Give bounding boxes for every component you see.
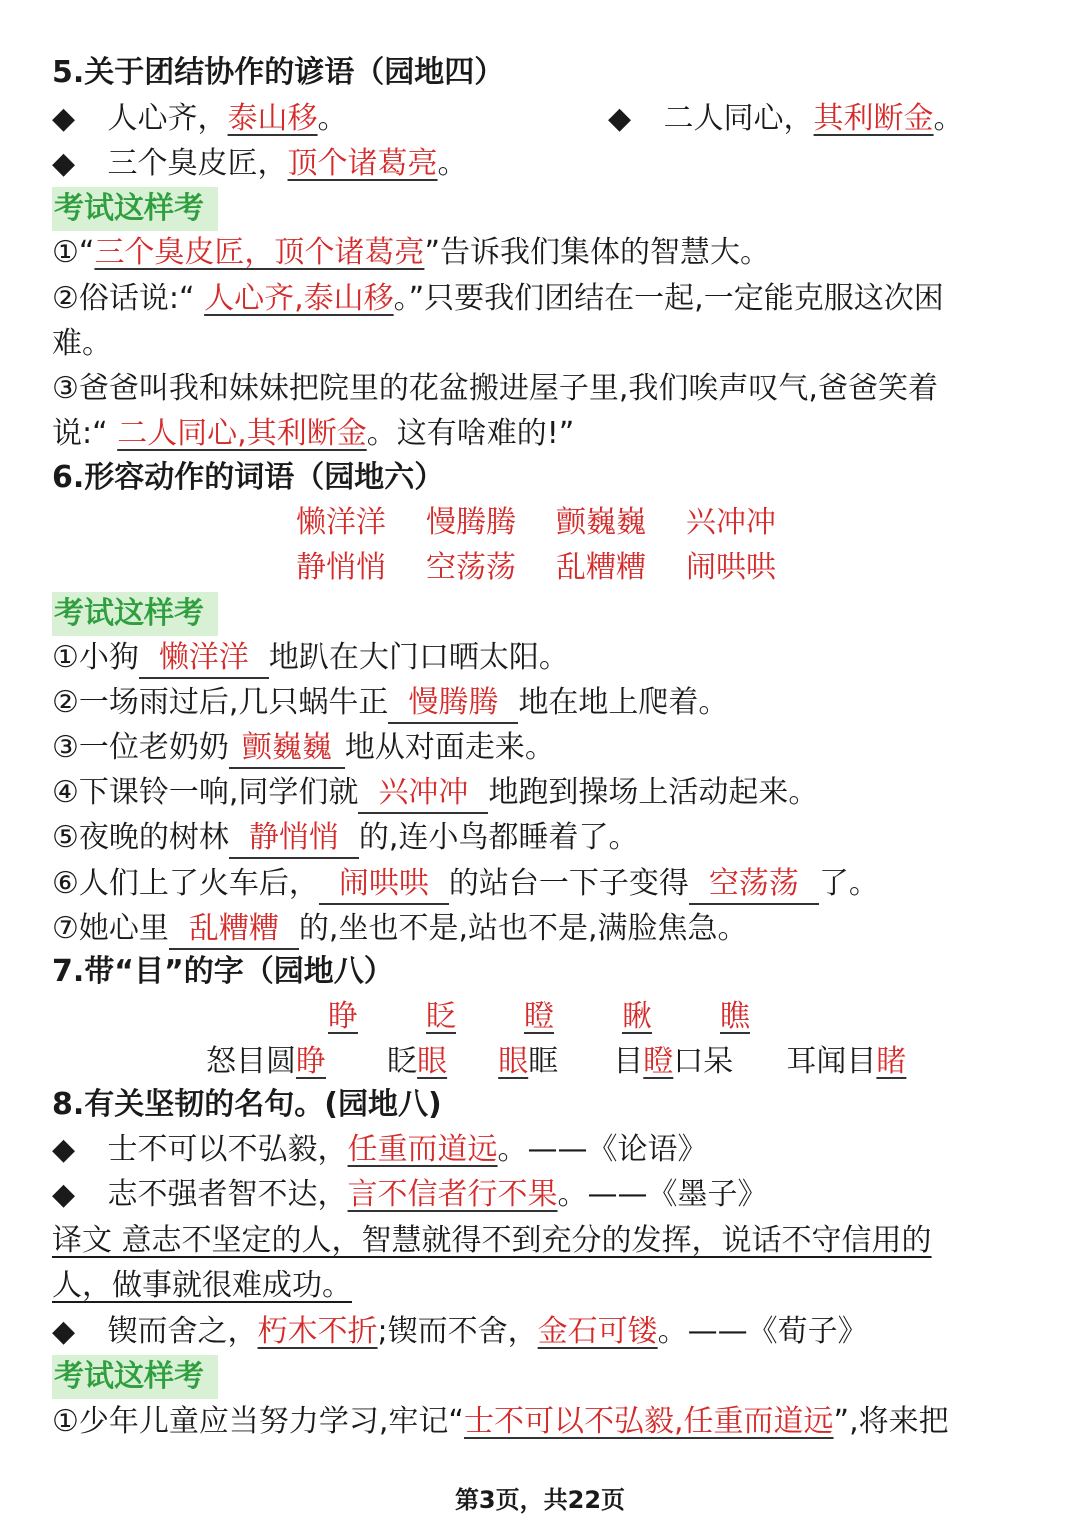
diamond-bullet-icon: ◆ (608, 101, 632, 136)
answer-text: 泰山移 (227, 101, 318, 136)
question-continued: 难。 (52, 326, 112, 361)
answer-text: 其利断金 (813, 101, 934, 136)
answer-text: 朽木不折 (257, 1314, 378, 1349)
answer-text: 言不信者行不果 (347, 1177, 558, 1212)
answer-text: 人心齐,泰山移 (204, 281, 394, 316)
answer-blank: 闹哄哄 (319, 865, 449, 905)
exam-label: 考试这样考 (52, 187, 218, 231)
section-5-title: 5.关于团结协作的谚语（园地四） (52, 55, 505, 90)
idiom: 耳闻目睹 (786, 1044, 907, 1079)
idiom: 怒目圆睁 (206, 1044, 326, 1079)
answer-text: 任重而道远 (347, 1132, 498, 1167)
answer-text: 金石可镂 (537, 1314, 658, 1349)
section-7-title: 7.带“目”的字（园地八） (52, 954, 394, 989)
diamond-bullet-icon: ◆ (52, 146, 76, 181)
word-row-1 (296, 502, 816, 544)
answer-blank: 乱糟糟 (169, 910, 299, 950)
section-8-title: 8.有关坚韧的名句。(园地八) (52, 1087, 442, 1122)
question: ④下课铃一响,同学们就 兴冲冲 地跑到操场上活动起来。 (52, 772, 1040, 814)
word: 空荡荡 (426, 550, 516, 585)
question: ①少年儿童应当努力学习,牢记“士不可以不弘毅,任重而道远”,将来把 (52, 1404, 949, 1439)
answer-blank: 懒洋洋 (139, 639, 269, 679)
proverb-line-3: ◆ 三个臭皮匠，顶个诸葛亮。 (52, 143, 1040, 185)
idiom: 目瞪口呆 (613, 1044, 734, 1079)
proverb-2: ◆ 二人同心，其利断金。 (608, 98, 964, 140)
word-row-2 (296, 547, 816, 589)
answer-text: 顶个诸葛亮 (287, 146, 438, 181)
diamond-bullet-icon: ◆ (52, 1177, 76, 1212)
answer-blank: 慢腾腾 (388, 684, 518, 724)
exam-label: 考试这样考 (52, 1355, 218, 1399)
diamond-bullet-icon: ◆ (52, 101, 76, 136)
eye-char: 瞪 (524, 999, 554, 1034)
idiom-row (206, 1041, 1040, 1083)
answer-text: 士不可以不弘毅,任重而道远 (463, 1404, 834, 1439)
word: 慢腾腾 (426, 505, 516, 540)
eye-char: 睁 (328, 999, 358, 1034)
word: 乱糟糟 (556, 550, 646, 585)
eye-char: 瞧 (720, 999, 750, 1034)
question-continued: 说:“ 二人同心,其利断金。这有啥难的!” (52, 416, 575, 451)
quote-line: ◆ 锲而舍之，朽木不折;锲而不舍，金石可镂。——《荀子》 (52, 1311, 1040, 1353)
exam-label: 考试这样考 (52, 592, 218, 636)
word: 静悄悄 (296, 550, 386, 585)
word: 颤巍巍 (556, 505, 646, 540)
proverb-line-1: ◆ 人心齐，泰山移。 ◆ 二人同心，其利断金。 (52, 98, 1040, 140)
eye-char: 眨 (426, 999, 456, 1034)
section-6-title: 6.形容动作的词语（园地六） (52, 460, 445, 495)
question: ⑦她心里 乱糟糟 的,坐也不是,站也不是,满脸焦急。 (52, 908, 1040, 950)
idiom: 眼眶 (498, 1044, 559, 1079)
answer-blank: 兴冲冲 (358, 774, 488, 814)
question: ③爸爸叫我和妹妹把院里的花盆搬进屋子里,我们唉声叹气,爸爸笑着 (52, 371, 938, 406)
answer-blank: 空荡荡 (689, 865, 819, 905)
question: ①小狗 懒洋洋 地趴在大门口晒太阳。 (52, 637, 1040, 679)
diamond-bullet-icon: ◆ (52, 1132, 76, 1167)
eye-char: 瞅 (622, 999, 652, 1034)
word: 闹哄哄 (686, 550, 776, 585)
quote-line: ◆ 志不强者智不达，言不信者行不果。——《墨子》 (52, 1174, 1040, 1216)
translation-line: 人，做事就很难成功。 (52, 1268, 352, 1303)
question: ⑥人们上了火车后， 闹哄哄 的站台一下子变得 空荡荡 了。 (52, 863, 1040, 905)
idiom: 眨眼 (387, 1044, 448, 1079)
page-number: 第3页，共22页 (454, 1486, 626, 1514)
question: ①“三个臭皮匠，顶个诸葛亮”告诉我们集体的智慧大。 (52, 235, 770, 270)
quote-line: ◆ 士不可以不弘毅，任重而道远。——《论语》 (52, 1129, 1040, 1171)
question: ③一位老奶奶 颤巍巍 地从对面走来。 (52, 727, 1040, 769)
answer-text: 二人同心,其利断金 (117, 416, 367, 451)
translation-line: 译文 意志不坚定的人，智慧就得不到充分的发挥，说话不守信用的 (52, 1223, 932, 1258)
answer-blank: 颤巍巍 (229, 729, 345, 769)
word: 兴冲冲 (686, 505, 776, 540)
diamond-bullet-icon: ◆ (52, 1314, 76, 1349)
question: ②俗话说:“ 人心齐,泰山移。”只要我们团结在一起,一定能克服这次困 (52, 281, 944, 316)
word: 懒洋洋 (296, 505, 386, 540)
answer-text: 三个臭皮匠，顶个诸葛亮 (94, 235, 425, 270)
question: ②一场雨过后,几只蜗牛正 慢腾腾 地在地上爬着。 (52, 682, 1040, 724)
question: ⑤夜晚的树林 静悄悄 的,连小鸟都睡着了。 (52, 817, 1040, 859)
answer-blank: 静悄悄 (229, 819, 359, 859)
